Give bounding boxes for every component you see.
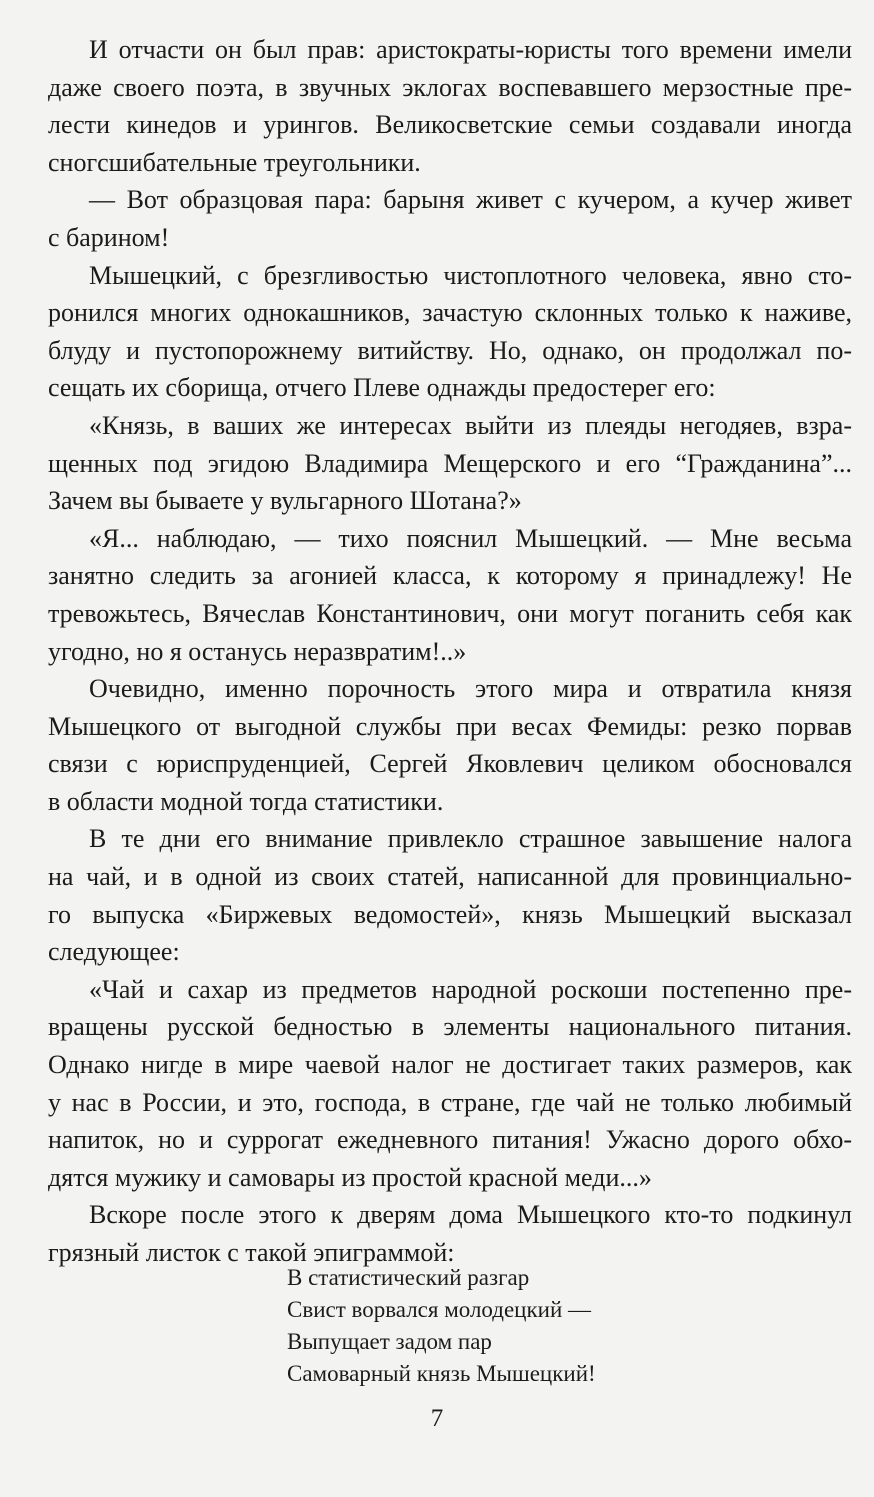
text-line: ронился многих однокашников, зачастую склонных только к наживе, [48,298,852,328]
body-text [48,31,852,1272]
text-line: грязный листок с такой эпиграммой: [48,1238,455,1267]
text-line: на чай, и в одной из своих статей, написанной для провинциально- [48,862,852,892]
text-line: блуду и пустопорожнему витийству. Но, однако, он продолжал по- [48,335,852,365]
text-line: Очевидно, именно порочность этого мира и отвратила князя [89,674,852,704]
text-line: Мышецкого от выгодной службы при весах Фемиды: резко порвав [48,711,852,741]
text-line: сещать их сборища, отчего Плеве однажды предостерег его: [48,373,716,403]
poem-line: Выпущает задом пар [287,1329,492,1354]
text-line: следующее: [48,937,180,967]
text-line: И отчасти он был прав: аристократы-юристы того времени имели [89,35,852,64]
text-line: в области модной тогда статистики. [48,786,444,816]
text-line: го выпуска «Биржевых ведомостей», князь Мышецкий высказал [48,899,852,929]
text-line: «Князь, в ваших же интересах выйти из плеяды негодяев, взра- [89,410,852,440]
page-number: 7 [430,1405,444,1432]
text-line: у нас в России, и это, господа, в стране, где чай не только любимый [48,1087,852,1117]
text-line: занятно следить за агонией класса, к которому я принадлежу! Не [48,561,852,591]
text-line: вращены русской бедностью в элементы национального питания. [48,1012,852,1042]
text-line: лести кинедов и урингов. Великосветские семьи создавали иногда [48,110,852,140]
text-line: связи с юриспруденцией, Сергей Яковлевич целиком обосновался [48,749,852,779]
epigram-poem [287,1262,596,1390]
text-line: сногсшибательные треугольники. [48,147,421,177]
text-line: В те дни его внимание привлекло страшное завышение налога [89,824,852,854]
text-line: тревожьтесь, Вячеслав Константинович, они могут поганить себя как [48,598,852,628]
text-line: «Я... наблюдаю, — тихо пояснил Мышецкий. — Мне весьма [89,523,852,553]
text-line: Мышецкий, с брезгливостью чистоплотного человека, явно сто- [89,260,852,290]
poem-line: Самоварный князь Мышецкий! [287,1361,596,1386]
text-line: щенных под эгидою Владимира Мещерского и его “Гражданина”... [48,448,852,478]
text-line: дятся мужику и самовары из простой красной меди...» [48,1162,652,1192]
text-line: напиток, но и суррогат ежедневного питания! Ужасно дорого обхо- [48,1125,852,1155]
text-line: Однако нигде в мире чаевой налог не достигает таких размеров, как [48,1050,852,1080]
text-line: Зачем вы бываете у вульгарного Шотана?» [48,486,522,516]
text-line: Вскоре после этого к дверям дома Мышецкого кто-то подкинул [89,1200,852,1230]
text-line: «Чай и сахар из предметов народной роскоши постепенно пре- [89,974,852,1004]
text-line: угодно, но я останусь неразвратим!..» [48,636,467,666]
poem-line: В статистический разгар [287,1265,530,1290]
text-line: даже своего поэта, в звучных эклогах воспевавшего мерзостные пре- [48,72,852,102]
text-line: — Вот образцовая пара: барыня живет с кучером, а кучер живет [89,185,852,215]
text-line: с барином! [48,222,170,252]
poem-line: Свист ворвался молодецкий — [287,1297,592,1322]
